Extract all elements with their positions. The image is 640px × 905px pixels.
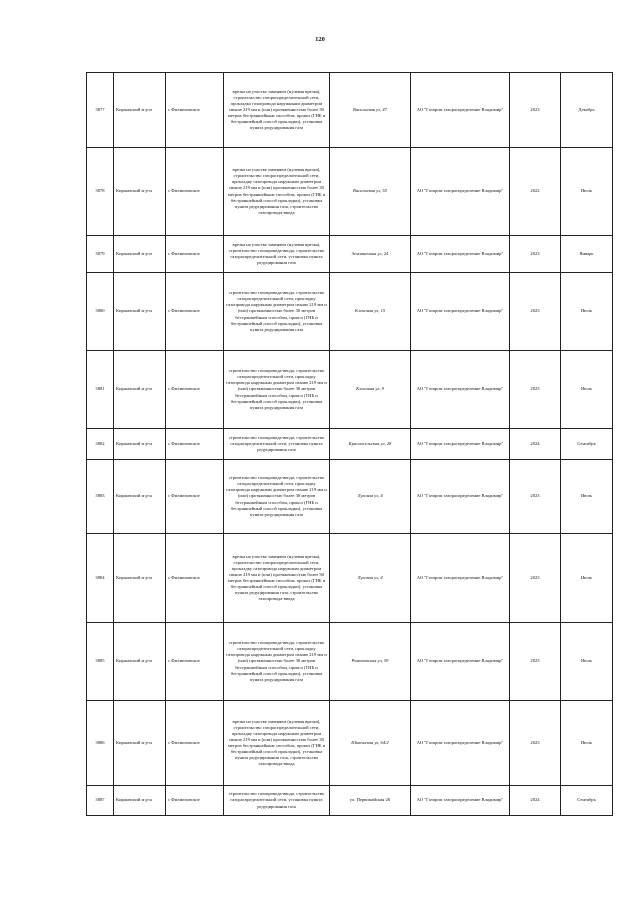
month-cell: Июль bbox=[561, 148, 613, 236]
table-row bbox=[87, 786, 613, 816]
organization-cell: АО "Газпром газораспределение Владимир" bbox=[411, 786, 510, 816]
table-row bbox=[87, 148, 613, 236]
year-cell: 2024 bbox=[510, 429, 561, 460]
address-cell: Луговая ул, 4 bbox=[330, 460, 411, 534]
page-number: 120 bbox=[315, 36, 325, 43]
district-cell: Киржачский м р-н bbox=[114, 148, 166, 236]
organization-cell: АО "Газпром газораспределение Владимир" bbox=[411, 73, 510, 148]
settlement-cell: с Филипповское bbox=[166, 701, 224, 786]
organization-cell: АО "Газпром газораспределение Владимир" bbox=[411, 460, 510, 534]
works-description-cell: врезка на участке заменяем (нулевая врезка), строительство газораспределительной сети, прокладку газопровода наружным диаметром свыше 219 мм и (или) протяженностью более 30 метров бестраншейным способом, прокол (ГНБ и бестраншейный способ прокладки), установка пункта редуцирования газа, строительство газопровода-ввода bbox=[224, 148, 330, 236]
works-description-cell: врезка на участке заменяем (нулевая врезка), строительство газораспределительной сети, прокладку газопровода наружным диаметром свыше 219 мм и (или) протяженностью более 30 метров бестраншейным способом, прокол (ГНБ и бестраншейный способ прокладки), установка пункта редуцирования газа, строительство газопровода-ввода bbox=[224, 534, 330, 623]
works-description-cell: строительство газопровода-ввода, строительство газораспределительной сети, установка пункта редуцирования газа bbox=[224, 429, 330, 460]
table-row bbox=[87, 701, 613, 786]
settlement-cell: с Филипповское bbox=[166, 786, 224, 816]
table-row bbox=[87, 460, 613, 534]
address-cell: ул. Первомайская 26 bbox=[330, 786, 411, 816]
address-cell: Земляничная ул, 24 bbox=[330, 236, 411, 273]
year-cell: 2023 bbox=[510, 534, 561, 623]
table-row bbox=[87, 351, 613, 429]
works-description-cell: врезка на участке заменяем (нулевая врезка), строительство газораспределительной сети, прокладку газопровода наружным диаметром свыше 219 мм и (или) протяженностью более 30 метров бестраншейным способом, прокол (ГНБ и бестраншейный способ прокладки), установка пункта редуцирования газа, строительство газопровода-ввода bbox=[224, 701, 330, 786]
month-cell: Июль bbox=[561, 534, 613, 623]
organization-cell: АО "Газпром газораспределение Владимир" bbox=[411, 273, 510, 351]
gasification-table bbox=[86, 72, 613, 816]
row-number-cell: 3886 bbox=[87, 701, 114, 786]
settlement-cell: с Филипповское bbox=[166, 429, 224, 460]
year-cell: 2023 bbox=[510, 701, 561, 786]
settlement-cell: с Филипповское bbox=[166, 534, 224, 623]
month-cell: Июль bbox=[561, 701, 613, 786]
table-row bbox=[87, 73, 613, 148]
month-cell: Июль bbox=[561, 623, 613, 701]
organization-cell: АО "Газпром газораспределение Владимир" bbox=[411, 429, 510, 460]
month-cell: Июль bbox=[561, 273, 613, 351]
works-description-cell: строительство газопровода-ввода, строительство газораспределительной сети, прокладку газопровода наружным диаметром свыше 219 мм и (или) протяженностью более 30 метров бестраншейным способом, прокол (ГНБ и бестраншейный способ прокладки), установка пункта редуцирования газа bbox=[224, 623, 330, 701]
district-cell: Киржачский м р-н bbox=[114, 701, 166, 786]
year-cell: 2023 bbox=[510, 73, 561, 148]
district-cell: Киржачский м р-н bbox=[114, 236, 166, 273]
month-cell: Июль bbox=[561, 351, 613, 429]
works-description-cell: строительство газопровода-ввода, строительство газораспределительной сети, прокладку газопровода наружным диаметром свыше 219 мм и (или) протяженностью более 30 метров бестраншейным способом, прокол (ГНБ и бестраншейный способ прокладки), установка пункта редуцирования газа bbox=[224, 273, 330, 351]
year-cell: 2023 bbox=[510, 460, 561, 534]
month-cell: Сентябрь bbox=[561, 429, 613, 460]
table-row bbox=[87, 534, 613, 623]
year-cell: 2024 bbox=[510, 786, 561, 816]
settlement-cell: с Филипповское bbox=[166, 148, 224, 236]
settlement-cell: с Филипповское bbox=[166, 236, 224, 273]
works-description-cell: строительство газопровода-ввода, строительство газораспределительной сети, установка пункта редуцирования газа bbox=[224, 786, 330, 816]
row-number-cell: 3884 bbox=[87, 534, 114, 623]
settlement-cell: с Филипповское bbox=[166, 623, 224, 701]
year-cell: 2023 bbox=[510, 273, 561, 351]
table-row bbox=[87, 273, 613, 351]
organization-cell: АО "Газпром газораспределение Владимир" bbox=[411, 148, 510, 236]
year-cell: 2022 bbox=[510, 148, 561, 236]
year-cell: 2023 bbox=[510, 623, 561, 701]
address-cell: Луговая ул, 4 bbox=[330, 534, 411, 623]
district-cell: Киржачский м р-н bbox=[114, 534, 166, 623]
table-row bbox=[87, 236, 613, 273]
organization-cell: АО "Газпром газораспределение Владимир" bbox=[411, 701, 510, 786]
address-cell: Васильевая ул, 55 bbox=[330, 148, 411, 236]
works-description-cell: врезка на участке заменяем (нулевая врезка), строительство газораспределительной сети, прокладка газопровода наружными диаметром свыше 219 мм и (или) протяженностью более 30 метров бестраншейным способом, прокол (ГНБ и бестраншейный способ прокладки), установка пункта редуцирования газа bbox=[224, 73, 330, 148]
district-cell: Киржачский м р-н bbox=[114, 351, 166, 429]
settlement-cell: с Филипповское bbox=[166, 73, 224, 148]
settlement-cell: с Филипповское bbox=[166, 460, 224, 534]
address-cell: Васильевая ул, 47 bbox=[330, 73, 411, 148]
district-cell: Киржачский м р-н bbox=[114, 273, 166, 351]
district-cell: Киржачский м р-н bbox=[114, 786, 166, 816]
row-number-cell: 3887 bbox=[87, 786, 114, 816]
row-number-cell: 3878 bbox=[87, 148, 114, 236]
district-cell: Киржачский м р-н bbox=[114, 460, 166, 534]
works-description-cell: строительство газопровода-ввода, строительство газораспределительной сети, прокладку газопровода наружным диаметром свыше 219 мм и (или) протяженностью более 30 метров бестраншейным способом, прокол (ГНБ и бестраншейный способ прокладки), установка пункта редуцирования газа bbox=[224, 460, 330, 534]
table-row bbox=[87, 623, 613, 701]
month-cell: Сентябрь bbox=[561, 786, 613, 816]
works-description-cell: строительство газопровода-ввода, строительство газораспределительной сети, прокладку газопровода наружным диаметром свыше 219 мм и (или) протяженностью более 30 метров бестраншейным способом, прокол (ГНБ и бестраншейный способ прокладки), установка пункта редуцирования газа bbox=[224, 351, 330, 429]
row-number-cell: 3882 bbox=[87, 429, 114, 460]
row-number-cell: 3879 bbox=[87, 236, 114, 273]
row-number-cell: 3885 bbox=[87, 623, 114, 701]
settlement-cell: с Филипповское bbox=[166, 351, 224, 429]
settlement-cell: с Филипповское bbox=[166, 273, 224, 351]
district-cell: Киржачский м р-н bbox=[114, 429, 166, 460]
row-number-cell: 3883 bbox=[87, 460, 114, 534]
month-cell: Декабрь bbox=[561, 73, 613, 148]
organization-cell: АО "Газпром газораспределение Владимир" bbox=[411, 623, 510, 701]
year-cell: 2023 bbox=[510, 351, 561, 429]
row-number-cell: 3880 bbox=[87, 273, 114, 351]
district-cell: Киржачский м р-н bbox=[114, 623, 166, 701]
table-row bbox=[87, 429, 613, 460]
address-cell: Романовская ул, 59 bbox=[330, 623, 411, 701]
organization-cell: АО "Газпром газораспределение Владимир" bbox=[411, 351, 510, 429]
month-cell: Июль bbox=[561, 460, 613, 534]
table-body bbox=[87, 73, 613, 816]
row-number-cell: 3877 bbox=[87, 73, 114, 148]
address-cell: Кленовая ул, 15 bbox=[330, 273, 411, 351]
organization-cell: АО "Газпром газораспределение Владимир" bbox=[411, 534, 510, 623]
district-cell: Киржачский м р-н bbox=[114, 73, 166, 148]
address-cell: Красносельская ул, 28 bbox=[330, 429, 411, 460]
organization-cell: АО "Газпром газораспределение Владимир" bbox=[411, 236, 510, 273]
month-cell: Январь bbox=[561, 236, 613, 273]
address-cell: Шкапьевая ул, 64/2 bbox=[330, 701, 411, 786]
address-cell: Кленовая ул, 9 bbox=[330, 351, 411, 429]
works-description-cell: врезка на участке заменяем (нулевая врезка), строительство газопровода-ввода, строительство газораспределительной сети, установка пункта редуцирования газа bbox=[224, 236, 330, 273]
row-number-cell: 3881 bbox=[87, 351, 114, 429]
year-cell: 2023 bbox=[510, 236, 561, 273]
